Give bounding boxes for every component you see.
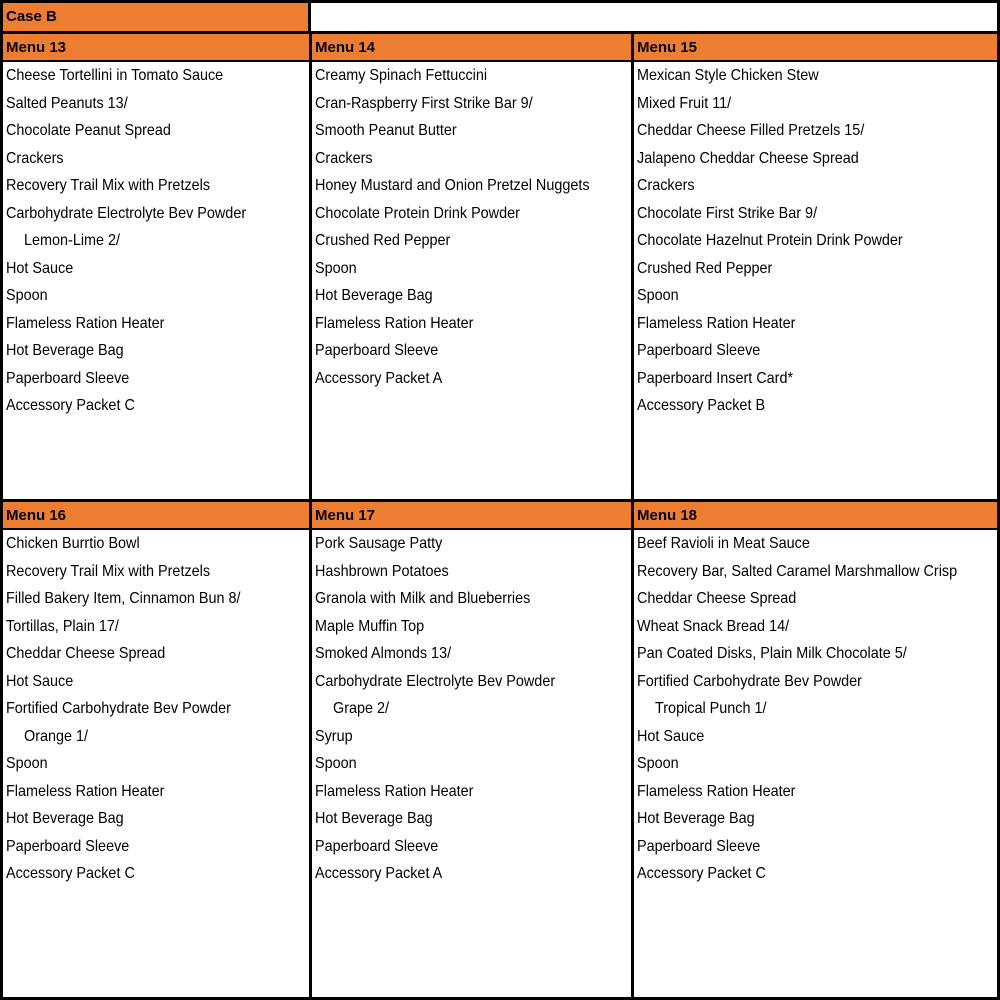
menu-header: Menu 16	[3, 502, 309, 530]
menu-item: Pan Coated Disks, Plain Milk Chocolate 5/	[637, 645, 907, 662]
menu-item: Flameless Ration Heater	[315, 314, 474, 332]
menu-item: Paperboard Sleeve	[637, 837, 761, 855]
menu-item: Hot Sauce	[6, 672, 74, 690]
menu-item: Tropical Punch 1/	[655, 700, 767, 717]
menu-item: Mixed Fruit 11/	[637, 94, 732, 112]
menu-item-list	[3, 530, 309, 888]
menu-item: Cheddar Cheese Filled Pretzels 15/	[637, 122, 865, 139]
menu-item: Carbohydrate Electrolyte Bev Powder	[6, 204, 247, 222]
menu-header: Menu 17	[312, 502, 631, 530]
menu-cell	[634, 502, 997, 997]
menu-item: Recovery Trail Mix with Pretzels	[6, 177, 211, 194]
menu-item: Lemon-Lime 2/	[24, 232, 121, 249]
case-row	[0, 0, 1000, 31]
menu-item: Paperboard Sleeve	[6, 369, 130, 387]
menu-item: Recovery Trail Mix with Pretzels	[6, 562, 211, 580]
menu-item: Syrup	[315, 727, 353, 745]
menu-cell	[3, 502, 312, 997]
menu-item: Chocolate Protein Drink Powder	[315, 204, 520, 222]
menu-item: Accessory Packet C	[637, 865, 766, 882]
menu-item-list	[312, 530, 631, 888]
menu-header: Menu 18	[634, 502, 997, 530]
menu-item: Cran-Raspberry First Strike Bar 9/	[315, 94, 533, 112]
menu-item-list	[3, 62, 309, 420]
menu-item: Spoon	[6, 755, 48, 772]
menu-item: Smoked Almonds 13/	[315, 645, 452, 662]
menu-item: Paperboard Sleeve	[637, 342, 761, 359]
menu-header: Menu 14	[312, 34, 631, 62]
menu-item-list	[312, 62, 631, 392]
menu-item: Hot Beverage Bag	[6, 810, 124, 827]
menu-cell	[312, 502, 634, 997]
menu-item: Crackers	[637, 177, 695, 194]
menu-item: Recovery Bar, Salted Caramel Marshmallow Crisp	[637, 562, 958, 580]
menu-item: Filled Bakery Item, Cinnamon Bun 8/	[6, 590, 241, 607]
menu-item: Tortillas, Plain 17/	[6, 617, 119, 635]
menu-item: Accessory Packet C	[6, 865, 135, 882]
menu-cell	[3, 34, 312, 502]
menu-item: Cheddar Cheese Spread	[637, 590, 797, 607]
menu-item: Flameless Ration Heater	[6, 314, 165, 332]
menu-item: Orange 1/	[24, 727, 89, 745]
menu-item: Wheat Snack Bread 14/	[637, 617, 790, 635]
menu-item: Accessory Packet A	[315, 865, 443, 882]
menu-item: Creamy Spinach Fettuccini	[315, 67, 488, 84]
menu-header: Menu 13	[3, 34, 309, 62]
menu-item: Crackers	[6, 149, 64, 167]
menu-grid	[0, 31, 1000, 1000]
menu-item: Hashbrown Potatoes	[315, 562, 449, 580]
menu-item: Spoon	[637, 287, 679, 304]
menu-item: Fortified Carbohydrate Bev Powder	[637, 672, 862, 690]
menu-item: Grape 2/	[333, 700, 390, 717]
menu-item: Flameless Ration Heater	[6, 782, 165, 800]
case-label: Case B	[3, 3, 311, 31]
menu-item: Mexican Style Chicken Stew	[637, 67, 819, 84]
menu-item: Flameless Ration Heater	[637, 782, 796, 800]
menu-item: Hot Beverage Bag	[315, 810, 433, 827]
menu-item: Paperboard Sleeve	[6, 837, 130, 855]
menu-item-list	[634, 530, 997, 888]
menu-item: Spoon	[6, 287, 48, 304]
menu-item: Cheddar Cheese Spread	[6, 645, 166, 662]
menu-item: Honey Mustard and Onion Pretzel Nuggets	[315, 177, 590, 194]
menu-item: Jalapeno Cheddar Cheese Spread	[637, 149, 859, 167]
menu-header: Menu 15	[634, 34, 997, 62]
menu-item: Hot Sauce	[6, 259, 74, 277]
menu-item: Accessory Packet A	[315, 369, 443, 387]
menu-item: Fortified Carbohydrate Bev Powder	[6, 700, 231, 717]
menu-item: Spoon	[315, 259, 357, 277]
menu-item: Paperboard Insert Card*	[637, 369, 794, 387]
menu-item: Accessory Packet B	[637, 397, 766, 414]
menu-item: Granola with Milk and Blueberries	[315, 590, 531, 607]
menu-item-list	[634, 62, 997, 420]
menu-item: Hot Beverage Bag	[6, 342, 124, 359]
menu-item: Spoon	[637, 755, 679, 772]
menu-item: Paperboard Sleeve	[315, 837, 439, 855]
menu-item: Hot Beverage Bag	[637, 810, 755, 827]
menu-item: Hot Sauce	[637, 727, 705, 745]
menu-item: Crackers	[315, 149, 373, 167]
menu-item: Paperboard Sleeve	[315, 342, 439, 359]
menu-item: Beef Ravioli in Meat Sauce	[637, 535, 810, 552]
menu-item: Spoon	[315, 755, 357, 772]
menu-item: Carbohydrate Electrolyte Bev Powder	[315, 672, 556, 690]
menu-item: Maple Muffin Top	[315, 617, 425, 635]
menu-cell	[312, 34, 634, 502]
menu-item: Chocolate Peanut Spread	[6, 122, 171, 139]
menu-item: Hot Beverage Bag	[315, 287, 433, 304]
menu-item: Chocolate First Strike Bar 9/	[637, 204, 818, 222]
menu-item: Chicken Burrtio Bowl	[6, 535, 140, 552]
menu-item: Flameless Ration Heater	[637, 314, 796, 332]
menu-cell	[634, 34, 997, 502]
menu-item: Crushed Red Pepper	[315, 232, 451, 249]
menu-item: Accessory Packet C	[6, 397, 135, 414]
menu-item: Salted Peanuts 13/	[6, 94, 128, 112]
menu-item: Smooth Peanut Butter	[315, 122, 457, 139]
menu-item: Chocolate Hazelnut Protein Drink Powder	[637, 232, 903, 249]
menu-item: Pork Sausage Patty	[315, 535, 443, 552]
menu-item: Flameless Ration Heater	[315, 782, 474, 800]
menu-item: Crushed Red Pepper	[637, 259, 773, 277]
menu-item: Cheese Tortellini in Tomato Sauce	[6, 67, 224, 84]
